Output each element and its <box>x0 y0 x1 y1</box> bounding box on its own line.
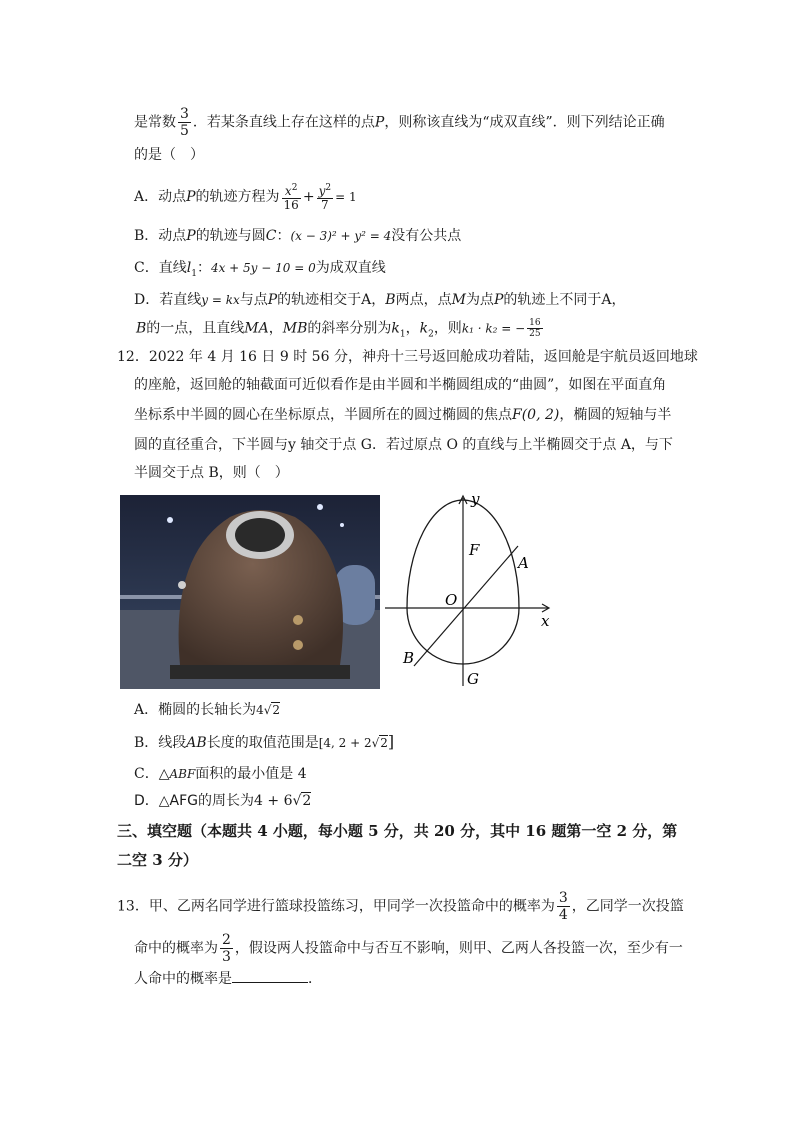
var: AB <box>186 735 207 751</box>
label-g: G <box>467 670 479 688</box>
sub: 1 <box>399 329 406 340</box>
text: 的轨迹相交于A， <box>277 292 386 308</box>
text: ，则 <box>433 320 462 337</box>
var: y <box>318 184 326 198</box>
op: + <box>302 189 315 205</box>
text: 没有公共点 <box>391 228 462 244</box>
q11-stem-line2: 的是（ ） <box>134 147 204 163</box>
value: 4 <box>256 703 264 717</box>
var: x <box>284 184 292 198</box>
text: ， <box>405 320 420 337</box>
text: ： <box>276 228 291 244</box>
text: 命中的概率为 <box>134 940 218 957</box>
text: 面积的最小值是 4 <box>195 766 307 782</box>
text: ，假设两人投篮命中与否互不影响，则甲、乙两人各投篮一次，至少有一 <box>234 940 683 957</box>
fraction-x <box>282 182 301 212</box>
den: 4 <box>558 907 568 923</box>
sub: 1 <box>191 268 197 279</box>
var-p: P <box>186 189 196 205</box>
text: 的轨迹上不同于A， <box>503 292 626 308</box>
q12-line1: 12．2022 年 4 月 16 日 9 时 56 分，神舟十三号返回舱成功着陆，返回舱是宇航员返回地球 <box>117 349 698 365</box>
var: M <box>451 292 466 308</box>
q12-line5: 半圆交于点 B，则（ ） <box>134 465 289 481</box>
label-f: F <box>469 541 480 559</box>
num: 3 <box>558 890 568 906</box>
den: 25 <box>529 329 541 339</box>
q13-line3 <box>134 968 322 989</box>
label: B．动点 <box>134 228 187 244</box>
text: 与点 <box>239 292 268 308</box>
q13-line1 <box>117 890 684 923</box>
text: 的斜率分别为 <box>307 320 392 337</box>
q11-option-c[interactable] <box>134 258 386 284</box>
label-y: y <box>471 490 480 508</box>
label-x: x <box>541 612 550 630</box>
value: 4 + 6 <box>254 793 293 809</box>
q12-line3 <box>134 405 671 425</box>
q11-option-d-line1[interactable] <box>134 290 625 310</box>
equation: y = kx <box>201 293 240 307</box>
den: 3 <box>222 949 231 965</box>
label-o: O <box>445 591 458 609</box>
text: ，椭圆的短轴与半 <box>559 407 672 423</box>
var: MB <box>282 320 308 337</box>
text: 坐标系中半圆的圆心在坐标原点，半圆所在的圆过椭圆的焦点 <box>134 407 512 423</box>
q12-option-a[interactable]: A．椭圆的长轴长为4√2 <box>134 702 281 718</box>
text: = 1 <box>335 190 357 204</box>
num: 3 <box>180 106 189 122</box>
curved-circle-diagram <box>385 488 555 688</box>
focus-point: F(0, 2) <box>512 407 560 423</box>
bracket: ] <box>387 732 395 751</box>
equation: (x − 3)² + y² = 4 <box>290 229 392 243</box>
answer-blank[interactable] <box>232 968 308 983</box>
text: 的轨迹与圆 <box>195 228 266 244</box>
text: 的轨迹方程为 <box>195 189 280 205</box>
q12-line2: 的座舱，返回舱的轴截面可近似看作是由半圆和半椭圆组成的“曲圆”，如图在平面直角 <box>134 377 667 393</box>
section-heading: 三、填空题（本题共 4 小题，每小题 5 分，共 20 分，其中 16 题第一空 2 分，第 <box>117 822 678 840</box>
radicand: 2 <box>380 736 388 750</box>
text: 的一点，且直线 <box>146 320 245 337</box>
var: B <box>136 320 147 337</box>
var: MA <box>244 320 269 337</box>
fraction-y <box>317 182 334 212</box>
fraction <box>220 932 233 965</box>
var: P <box>493 292 504 308</box>
label: A．动点 <box>134 189 187 205</box>
text: 13．甲、乙两名同学进行篮球投篮练习，甲同学一次投篮命中的概率为 <box>117 898 555 915</box>
q11-option-b[interactable] <box>134 226 461 246</box>
text: ： <box>196 260 211 276</box>
q13-line2 <box>134 932 683 965</box>
text: 两点，点 <box>395 292 452 308</box>
q12-option-b[interactable]: B．线段AB长度的取值范围是[4, 2 + 2√2] <box>134 732 395 751</box>
var: ABF <box>169 767 196 781</box>
exp: 2 <box>291 183 298 193</box>
text: ． <box>308 971 322 987</box>
text: 是常数 <box>134 114 176 131</box>
capsule-photo <box>120 495 380 689</box>
den: 16 <box>283 198 299 212</box>
text: B．线段 <box>134 735 187 751</box>
q11-stem-line1 <box>134 106 665 139</box>
var: k <box>391 320 400 337</box>
equation: k₁ · k₂ = − <box>461 321 526 336</box>
var: k <box>419 320 429 337</box>
q12-option-c[interactable] <box>134 764 307 784</box>
text: 为点 <box>465 292 494 308</box>
den: 5 <box>180 123 189 139</box>
radicand: 2 <box>302 793 312 809</box>
q12-line4: 圆的直径重合，下半圆与y 轴交于点 G．若过原点 O 的直线与上半椭圆交于点 A，与下 <box>134 437 673 453</box>
fraction <box>557 890 570 923</box>
var-l: l <box>186 260 192 276</box>
label: D．若直线 <box>134 292 202 308</box>
num: 2 <box>222 932 231 948</box>
text: A．椭圆的长轴长为 <box>134 702 257 718</box>
text: ，则称该直线为“成双直线”．则下列结论正确 <box>384 114 665 131</box>
range: [4, 2 + 2 <box>318 736 372 750</box>
fraction-const <box>178 106 191 139</box>
text: D．△AFG的周长为 <box>134 793 255 809</box>
var-p: P <box>186 228 196 244</box>
radicand: 2 <box>272 703 281 717</box>
text: 为成双直线 <box>315 260 386 276</box>
text: ， <box>268 320 283 337</box>
var: B <box>385 292 396 308</box>
var-c: C <box>265 228 277 244</box>
var: P <box>267 292 278 308</box>
text: C．△ <box>134 766 170 782</box>
text: 长度的取值范围是 <box>206 735 319 751</box>
num: 16 <box>529 318 541 328</box>
q12-option-d[interactable]: D．△AFG的周长为4 + 6√2 <box>134 793 312 809</box>
q11-option-d-line2 <box>136 318 545 344</box>
text: ．若某条直线上存在这样的点 <box>192 114 375 131</box>
equation: 4x + 5y − 10 = 0 <box>210 261 316 275</box>
label: C．直线 <box>134 260 187 276</box>
q11-option-a[interactable] <box>134 182 357 212</box>
text: ，乙同学一次投篮 <box>571 898 684 915</box>
text: 人命中的概率是 <box>134 971 232 987</box>
label-b: B <box>403 649 415 667</box>
section-heading-line2: 二空 3 分） <box>117 851 198 869</box>
den: 7 <box>321 198 329 212</box>
fraction <box>527 318 542 339</box>
sub: 2 <box>428 329 434 340</box>
label-a: A <box>518 554 529 572</box>
var-p: P <box>374 114 385 131</box>
exp: 2 <box>325 183 332 193</box>
